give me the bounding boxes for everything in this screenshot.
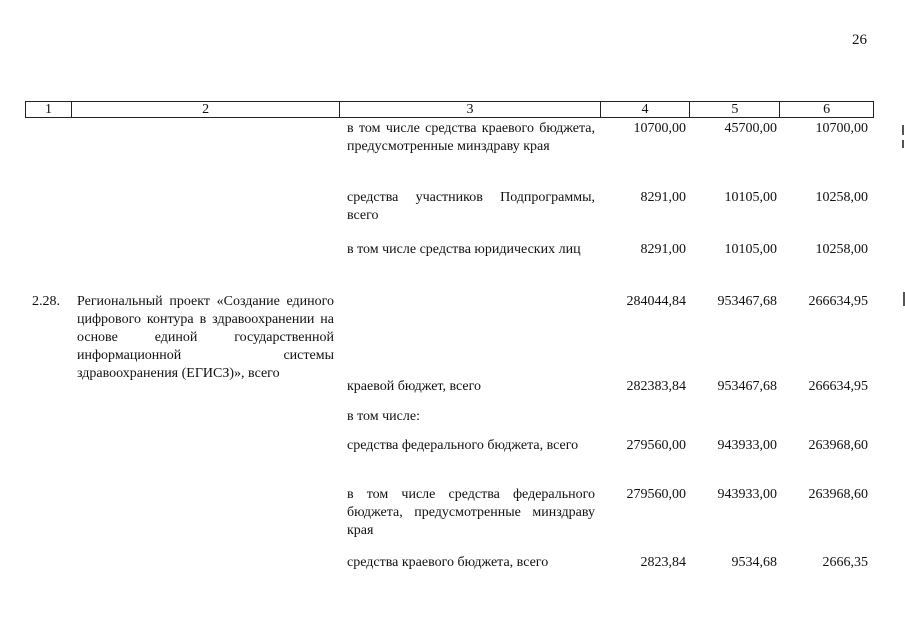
row-value-col4: 282383,84 bbox=[626, 379, 686, 394]
row-value-col5: 9534,68 bbox=[731, 555, 777, 570]
header-col-4: 4 bbox=[601, 102, 691, 117]
row-description: краевой бюджет, всего bbox=[347, 379, 482, 394]
row-description: в том числе: bbox=[347, 409, 420, 424]
row-value-col6: 10258,00 bbox=[815, 190, 868, 205]
row-description: в том числе средства краевого бюджета, предусмотренные минздраву края bbox=[347, 121, 595, 154]
header-col-6: 6 bbox=[823, 102, 831, 117]
row-value-col4: 10700,00 bbox=[633, 121, 686, 136]
row-name: Региональный проект «Создание единого цифрового контура в здравоохранении на основе единой государственной информационной системы здравоохранения (ЕГИСЗ)», всего bbox=[77, 294, 334, 381]
row-value-col4: 284044,84 bbox=[626, 294, 686, 309]
row-value-col4: 2823,84 bbox=[640, 555, 686, 570]
header-col-1: 1 bbox=[26, 102, 72, 117]
row-value-col5: 953467,68 bbox=[717, 294, 777, 309]
row-value-col5: 953467,68 bbox=[717, 379, 777, 394]
row-value-col4: 8291,00 bbox=[640, 242, 686, 257]
scan-speck bbox=[902, 125, 904, 135]
scan-speck bbox=[902, 140, 904, 148]
row-value-col6: 2666,35 bbox=[822, 555, 868, 570]
row-value-col6: 10700,00 bbox=[815, 121, 868, 136]
row-value-col6: 266634,95 bbox=[808, 294, 868, 309]
table-header bbox=[25, 101, 874, 118]
row-description: средства краевого бюджета, всего bbox=[347, 555, 549, 570]
header-col-5: 5 bbox=[690, 102, 780, 117]
row-value-col5: 10105,00 bbox=[724, 242, 777, 257]
row-description: средства участников Подпрограммы, всего bbox=[347, 190, 595, 223]
row-value-col4: 279560,00 bbox=[626, 487, 686, 502]
row-value-col6: 266634,95 bbox=[808, 379, 868, 394]
row-description: средства федерального бюджета, всего bbox=[347, 438, 579, 453]
header-col-2: 2 bbox=[72, 102, 340, 117]
row-value-col5: 45700,00 bbox=[724, 121, 777, 136]
row-value-col4: 279560,00 bbox=[626, 438, 686, 453]
row-value-col4: 8291,00 bbox=[640, 190, 686, 205]
header-col-3: 3 bbox=[340, 102, 600, 117]
row-value-col6: 10258,00 bbox=[815, 242, 868, 257]
row-number: 2.28. bbox=[32, 294, 60, 309]
row-value-col5: 943933,00 bbox=[717, 487, 777, 502]
row-value-col5: 10105,00 bbox=[724, 190, 777, 205]
row-value-col6: 263968,60 bbox=[808, 487, 868, 502]
page-number: 26 bbox=[852, 32, 867, 48]
row-value-col5: 943933,00 bbox=[717, 438, 777, 453]
row-description: в том числе средства юридических лиц bbox=[347, 242, 581, 257]
row-description: в том числе средства федерального бюджета, предусмотренные минздраву края bbox=[347, 487, 595, 538]
row-value-col6: 263968,60 bbox=[808, 438, 868, 453]
